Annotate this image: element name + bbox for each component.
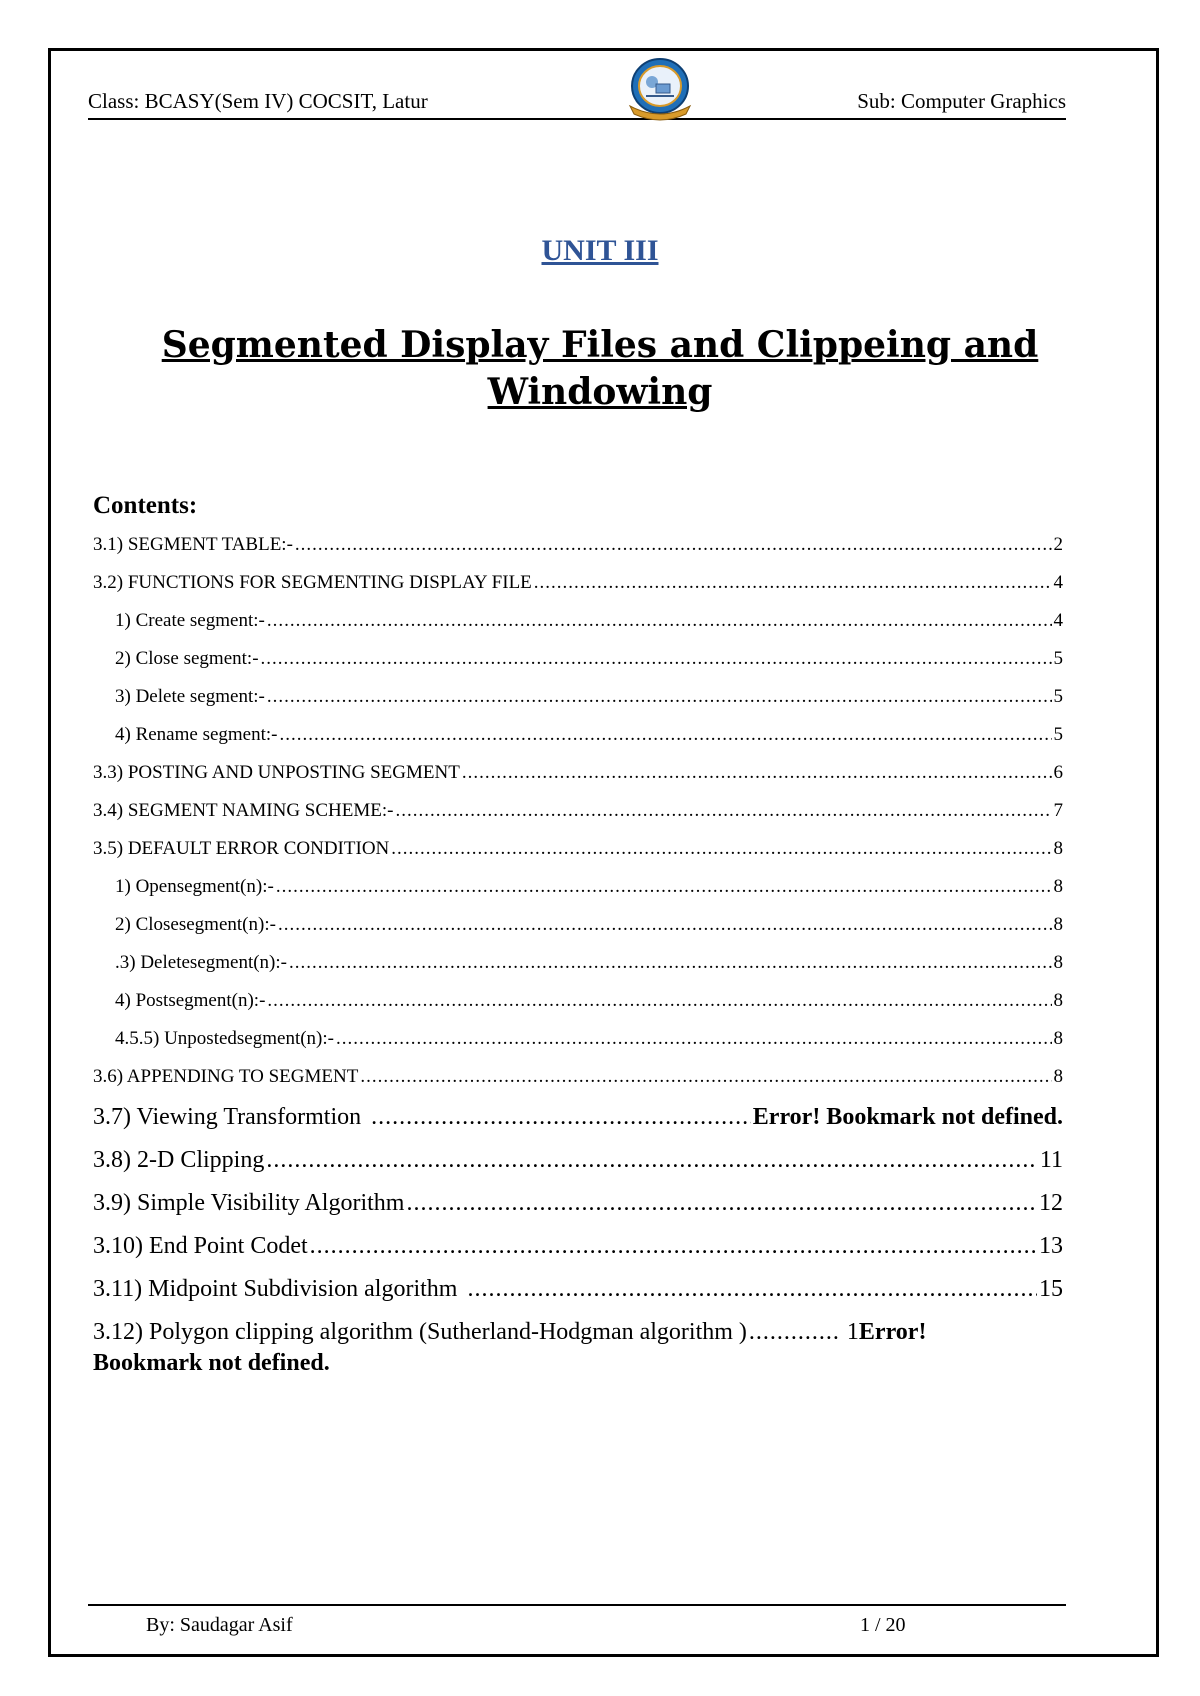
- header-class-info: Class: BCASY(Sem IV) COCSIT, Latur: [88, 89, 428, 113]
- toc-entry-text: 3.4) SEGMENT NAMING SCHEME:-: [93, 800, 394, 821]
- footer-author: By: Saudagar Asif: [146, 1614, 293, 1636]
- toc-entry[interactable]: [93, 716, 1063, 754]
- page-footer: [88, 1604, 1066, 1636]
- toc-entry-text: 3.3) POSTING AND UNPOSTING SEGMENT: [93, 762, 460, 783]
- toc-entry-page: 8: [1053, 876, 1063, 897]
- toc-entry-page: 8: [1053, 1066, 1063, 1087]
- toc-entry-text: 3.12) Polygon clipping algorithm (Sutherland-Hodgman algorithm ): [93, 1319, 747, 1345]
- toc-entry-text: 3.9) Simple Visibility Algorithm: [93, 1190, 405, 1216]
- toc-dot-leader: [267, 982, 1051, 1020]
- toc-entry-page: 6: [1053, 762, 1063, 783]
- toc-entry[interactable]: [93, 1058, 1063, 1096]
- toc-dot-leader: [295, 526, 1052, 564]
- toc-entry-text: 2) Closesegment(n):-: [115, 914, 276, 935]
- toc-dot-leader: [266, 1139, 1038, 1182]
- toc-entry-page: 8: [1053, 1028, 1063, 1049]
- toc-dot-leader: [462, 754, 1052, 792]
- toc-entry-text: 4) Postsegment(n):-: [115, 990, 266, 1011]
- toc-entry-text: 3) Delete segment:-: [115, 686, 265, 707]
- toc-dot-leader: [276, 868, 1052, 906]
- toc-entry[interactable]: [93, 868, 1063, 906]
- toc-dot-leader: [336, 1020, 1052, 1058]
- toc-entry[interactable]: [93, 906, 1063, 944]
- toc-entry-page: 4: [1053, 572, 1063, 593]
- toc-entry[interactable]: [93, 944, 1063, 982]
- toc-entry-text: 4) Rename segment:-: [115, 724, 278, 745]
- toc-entry-page: 5: [1053, 648, 1063, 669]
- toc-entry-page-prefix: 1: [846, 1319, 859, 1345]
- toc-entry-text: 4.5.5) Unpostedsegment(n):-: [115, 1028, 334, 1049]
- toc-dot-leader: [289, 944, 1052, 982]
- toc-dot-leader: [406, 1182, 1037, 1225]
- toc-entry-page: 8: [1053, 952, 1063, 973]
- toc-entry-page: 8: [1053, 914, 1063, 935]
- contents-heading: Contents:: [93, 492, 198, 519]
- toc-entry-text: 3.5) DEFAULT ERROR CONDITION: [93, 838, 390, 859]
- toc-dot-leader: [395, 792, 1051, 830]
- college-emblem-icon: [622, 56, 698, 124]
- toc-entry[interactable]: [93, 830, 1063, 868]
- toc-dot-leader: [467, 1268, 1037, 1311]
- unit-title: UNIT III: [541, 234, 659, 267]
- toc-entry-page: 12: [1039, 1190, 1063, 1216]
- toc-entry-page: 13: [1039, 1233, 1063, 1259]
- toc-entry[interactable]: [93, 792, 1063, 830]
- toc-entry[interactable]: [93, 564, 1063, 602]
- table-of-contents: [93, 492, 1063, 1379]
- toc-dot-leader: [267, 602, 1052, 640]
- toc-entry-page: 5: [1053, 724, 1063, 745]
- header-subject: Sub: Computer Graphics: [857, 89, 1066, 113]
- toc-entry-page: 2: [1053, 534, 1063, 555]
- toc-entry[interactable]: [93, 678, 1063, 716]
- toc-entry-text: 3.6) APPENDING TO SEGMENT: [93, 1066, 359, 1087]
- toc-entry[interactable]: [93, 1096, 1063, 1139]
- toc-dot-leader: [310, 1225, 1037, 1268]
- toc-entry-page: 7: [1053, 800, 1063, 821]
- toc-entry[interactable]: [93, 1139, 1063, 1182]
- toc-dot-leader: [280, 716, 1052, 754]
- toc-entry-page: Error!: [858, 1319, 927, 1345]
- toc-entry[interactable]: [93, 640, 1063, 678]
- toc-entry[interactable]: [93, 602, 1063, 640]
- toc-entry-text: 3.11) Midpoint Subdivision algorithm: [93, 1276, 458, 1302]
- page-header: [88, 88, 1066, 120]
- toc-dot-leader: [261, 640, 1052, 678]
- toc-entry-text: 2) Close segment:-: [115, 648, 259, 669]
- toc-entry[interactable]: [93, 526, 1063, 564]
- toc-dot-leader: [371, 1096, 751, 1139]
- toc-entry[interactable]: [93, 1317, 1063, 1379]
- toc-entry[interactable]: [93, 1225, 1063, 1268]
- page-title: Segmented Display Files and Clippeing and Windowing: [161, 324, 1039, 413]
- toc-entry-text: 3.7) Viewing Transformtion: [93, 1104, 362, 1130]
- toc-entry-text: 3.10) End Point Codet: [93, 1233, 308, 1259]
- toc-dot-leader: [360, 1058, 1051, 1096]
- toc-entry-page: 8: [1053, 838, 1063, 859]
- toc-dot-leader: [534, 564, 1052, 602]
- toc-dot-leader: [267, 678, 1052, 716]
- toc-entry[interactable]: [93, 982, 1063, 1020]
- toc-entry-text: .3) Deletesegment(n):-: [115, 952, 287, 973]
- toc-entry-page-continued: Bookmark not defined.: [93, 1350, 330, 1376]
- toc-entry[interactable]: [93, 1268, 1063, 1311]
- toc-dot-leader: [749, 1317, 839, 1348]
- toc-entry-text: 1) Create segment:-: [115, 610, 265, 631]
- page-number: 1 / 20: [860, 1614, 906, 1636]
- toc-entry-page: 15: [1039, 1276, 1063, 1302]
- toc-entry-page: Error! Bookmark not defined.: [752, 1104, 1063, 1130]
- toc-entry-text: 1) Opensegment(n):-: [115, 876, 274, 897]
- toc-entry-page: 5: [1053, 686, 1063, 707]
- toc-entry[interactable]: [93, 1020, 1063, 1058]
- toc-entry-page: 8: [1053, 990, 1063, 1011]
- toc-entry-page: 11: [1039, 1147, 1063, 1173]
- toc-dot-leader: [391, 830, 1051, 868]
- toc-entry-text: 3.1) SEGMENT TABLE:-: [93, 534, 293, 555]
- toc-dot-leader: [278, 906, 1052, 944]
- toc-entry[interactable]: [93, 1182, 1063, 1225]
- toc-entry-text: 3.8) 2-D Clipping: [93, 1147, 265, 1173]
- toc-entry[interactable]: [93, 754, 1063, 792]
- toc-entry-text: 3.2) FUNCTIONS FOR SEGMENTING DISPLAY FILE: [93, 572, 532, 593]
- toc-entry-page: 4: [1053, 610, 1063, 631]
